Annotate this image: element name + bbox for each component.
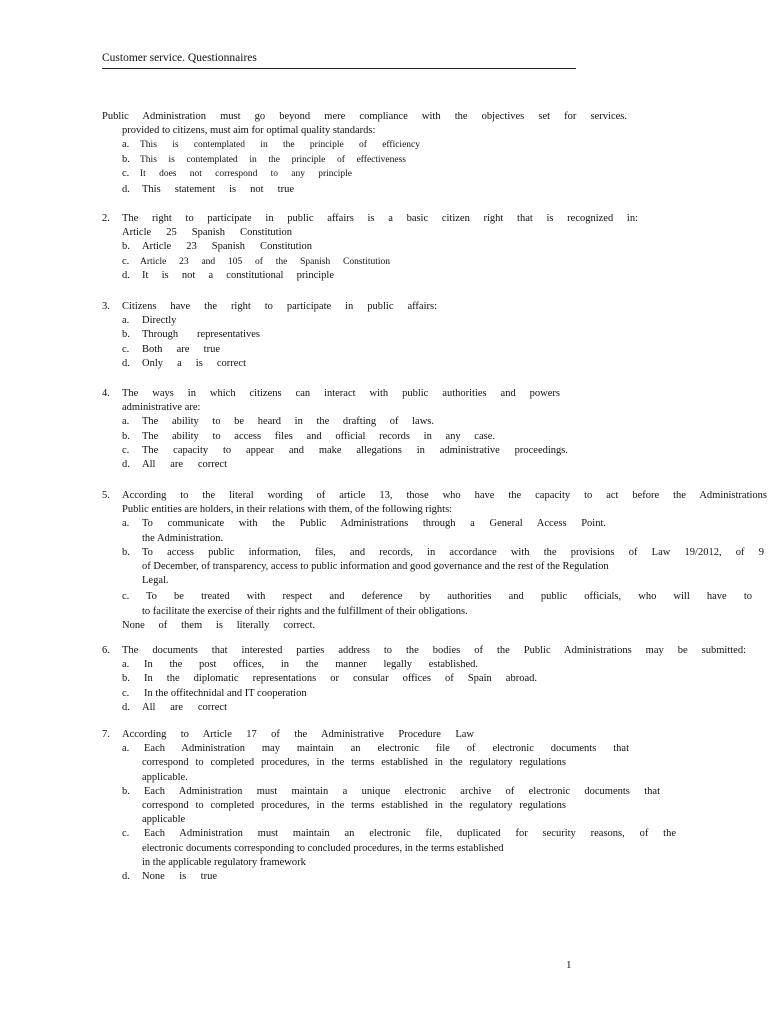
option-a[interactable]: a. Each Administration may maintain an electronic file of electronic documents that [122, 743, 629, 755]
option-c[interactable]: c. It does not correspond to any principle [122, 167, 352, 179]
option-d[interactable]: d. All are correct [122, 701, 227, 713]
option-a[interactable]: a. To communicate with the Public Administrations through a General Access Point. [122, 518, 606, 530]
page-header [102, 51, 576, 69]
option-c-continued: in the applicable regulatory framework [142, 856, 306, 868]
question-3 [102, 300, 768, 371]
option-a[interactable]: Article 25 Spanish Constitution [122, 227, 292, 239]
question-stem-line: Public Administration must go beyond mere compliance with the objectives set for services. [102, 111, 627, 122]
question-stem-line: 7. According to Article 17 of the Administrative Procedure Law [102, 729, 474, 740]
question-5 [102, 489, 768, 633]
question-stem-line: provided to citizens, must aim for optimal quality standards: [122, 125, 376, 137]
question-1 [102, 110, 768, 197]
option-b-continued: correspond to completed procedures, in the terms established in the regulatory regulations [142, 800, 566, 812]
question-stem-line: 3. Citizens have the right to participate in public affairs: [102, 301, 437, 312]
option-d[interactable]: None of them is literally correct. [122, 619, 315, 631]
option-b[interactable]: b. The ability to access files and official records in any case. [122, 430, 495, 442]
option-b[interactable]: b. In the diplomatic representations or consular offices of Spain abroad. [122, 673, 537, 685]
question-4 [102, 387, 768, 472]
option-b[interactable]: b. To access public information, files, and records, in accordance with the provisions of Law 19/2012, of 9 [122, 546, 764, 558]
option-a[interactable]: a. In the post offices, in the manner legally established. [122, 659, 478, 671]
question-stem-line: administrative are: [122, 402, 201, 414]
option-c[interactable]: c. In the offitechnidal and IT cooperation [122, 687, 307, 699]
option-b[interactable]: b. Article 23 Spanish Constitution [122, 241, 312, 253]
option-d[interactable]: d. None is true [122, 871, 217, 883]
option-b[interactable]: b. This is contemplated in the principle of effectiveness [122, 153, 406, 165]
option-a-continued: correspond to completed procedures, in the terms established in the regulatory regulations [142, 757, 566, 769]
option-c-continued: to facilitate the exercise of their rights and the fulfillment of their obligations. [142, 605, 468, 617]
question-stem-line: 4. The ways in which citizens can interact with public authorities and powers [102, 388, 560, 399]
option-c[interactable]: c. Article 23 and 105 of the Spanish Constitution [122, 255, 390, 267]
option-c[interactable]: c. Each Administration must maintain an electronic file, duplicated for security reasons, of the [122, 828, 676, 840]
question-stem-line: 6. The documents that interested parties address to the bodies of the Public Administrations may be submitted: [102, 645, 746, 656]
question-stem-line: 2. The right to participate in public affairs is a basic citizen right that is recognized in: [102, 213, 638, 224]
option-a[interactable]: a. Directly [122, 315, 177, 327]
header-title: Customer service. Questionnaires [102, 52, 257, 64]
option-b-continued: applicable [142, 814, 186, 826]
option-c[interactable]: c. Both are true [122, 343, 220, 355]
option-a-continued: applicable. [142, 771, 188, 783]
option-a[interactable]: a. The ability to be heard in the drafting of laws. [122, 416, 434, 428]
option-b-continued: Legal. [142, 575, 169, 587]
option-d[interactable]: d. It is not a constitutional principle [122, 269, 334, 281]
option-b[interactable]: b. Through representatives [122, 329, 260, 341]
option-d[interactable]: d. This statement is not true [122, 184, 294, 196]
option-c[interactable]: c. The capacity to appear and make allegations in administrative proceedings. [122, 444, 568, 456]
option-a-continued: the Administration. [142, 532, 224, 544]
option-b[interactable]: b. Each Administration must maintain a unique electronic archive of electronic documents that [122, 785, 660, 797]
question-stem-line: Public entities are holders, in their relations with them, of the following rights: [122, 504, 453, 516]
option-d[interactable]: d. All are correct [122, 459, 227, 471]
option-d[interactable]: d. Only a is correct [122, 357, 246, 369]
option-a[interactable]: a. This is contemplated in the principle of efficiency [122, 139, 420, 151]
option-c-continued: electronic documents corresponding to concluded procedures, in the terms established [142, 842, 504, 854]
page-number: 1 [566, 959, 572, 971]
question-2 [102, 212, 768, 283]
option-b-continued: of December, of transparency, access to public information and good governance and the rest of the Regulation [142, 561, 609, 573]
question-stem-line: 5. According to the literal wording of article 13, those who have the capacity to act before the Administrations [102, 490, 767, 501]
question-7 [102, 728, 768, 884]
option-c[interactable]: c. To be treated with respect and deference by authorities and public officials, who will have to [122, 591, 752, 603]
question-6 [102, 644, 768, 715]
